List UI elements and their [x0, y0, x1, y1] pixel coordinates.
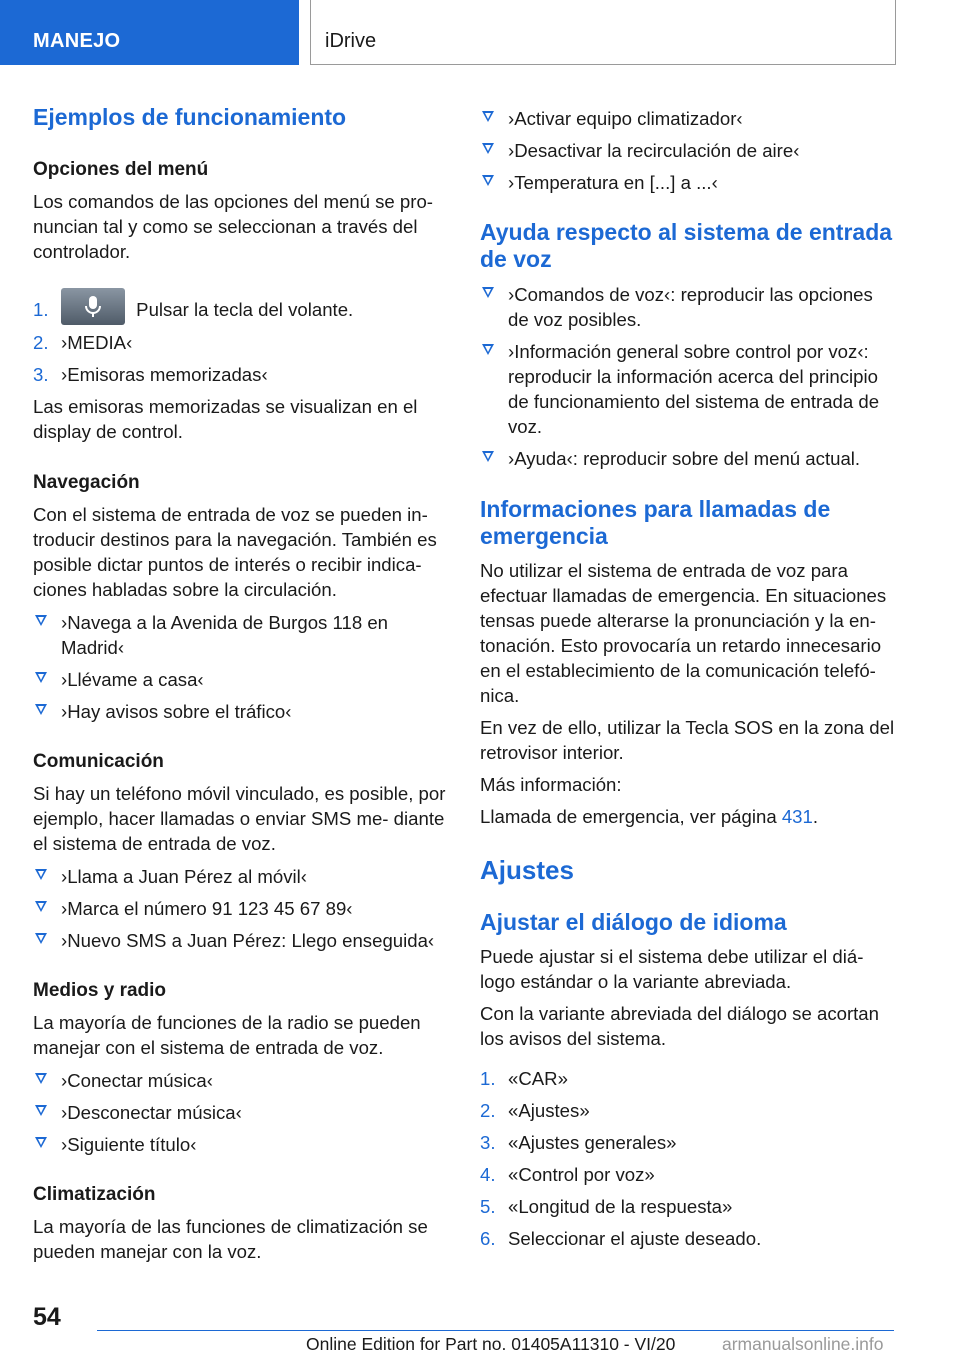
media-paragraph: La mayoría de funciones de la radio se pueden manejar con el sistema de entrada de voz. [33, 1012, 421, 1058]
more-info-label: Más información: [480, 774, 622, 795]
more-info-reference: Llamada de emergencia, ver página 431. [480, 806, 819, 827]
bullet-triangle-icon [35, 901, 47, 912]
list-item: ›Desactivar la recirculación de aire‹ [480, 138, 895, 163]
settings-title: Ajustes [480, 855, 574, 885]
header-section-tab [0, 0, 299, 65]
footer-edition: Online Edition for Part no. 01405A11310 - VI/20 [306, 1334, 676, 1354]
list-item: ›Ayuda‹: reproducir sobre del menú actual. [480, 446, 895, 471]
bullet-triangle-icon [35, 1137, 47, 1148]
microphone-icon [61, 288, 125, 325]
step-item: 6. Seleccionar el ajuste deseado. [480, 1228, 762, 1249]
bullet-triangle-icon [482, 111, 494, 122]
list-item: ›Llévame a casa‹ [33, 667, 448, 692]
bullet-triangle-icon [482, 287, 494, 298]
step-item: 3. «Ajustes generales» [480, 1132, 677, 1153]
list-item: ›Activar equipo climatizador‹ [480, 106, 895, 131]
bullet-triangle-icon [482, 175, 494, 186]
menu-note: Las emisoras memorizadas se visualizan en el display de control. [33, 396, 418, 442]
header-section-label: MANEJO [33, 30, 121, 52]
dialog-title: Ajustar el diálogo de idioma [480, 909, 787, 935]
step-text: ›MEDIA‹ [61, 332, 133, 353]
bullet-triangle-icon [35, 1073, 47, 1084]
list-item: ›Nuevo SMS a Juan Pérez: Llego enseguida‹ [33, 928, 448, 953]
dialog-paragraph-2: Con la variante abreviada del diálogo se acortan los avisos del sistema. [480, 1003, 879, 1049]
clim-paragraph: La mayoría de las funciones de climatización se pueden manejar con la voz. [33, 1216, 428, 1262]
list-item: ›Llama a Juan Pérez al móvil‹ [33, 864, 448, 889]
step-item: 4. «Control por voz» [480, 1164, 655, 1185]
nav-heading: Navegación [33, 472, 140, 493]
list-item: ›Temperatura en [...] a ...‹ [480, 170, 895, 195]
bullet-triangle-icon [482, 344, 494, 355]
list-item: ›Navega a la Avenida de Burgos 118 en Madrid‹ [33, 610, 448, 660]
list-item: ›Conectar música‹ [33, 1068, 448, 1093]
emergency-title: Informaciones para llamadas de emergencia [480, 496, 831, 549]
com-heading: Comunicación [33, 751, 164, 772]
help-title: Ayuda respecto al sistema de entrada de voz [480, 219, 893, 272]
step-item: 2. «Ajustes» [480, 1100, 590, 1121]
step-item: 1. «CAR» [480, 1068, 568, 1089]
list-item: ›Comandos de voz‹: reproducir las opciones de voz posibles. [480, 282, 895, 332]
menu-heading: Opciones del menú [33, 159, 209, 180]
bullet-triangle-icon [482, 451, 494, 462]
emergency-paragraph: No utilizar el sistema de entrada de voz para efectuar llamadas de emergencia. En situaciones tensas puede alterarse la pronunciación y la en- tonación. Esto provocaría un retardo innecesario en el establecimiento de la comunicación telefó- nica. [480, 560, 887, 706]
step-item [33, 330, 448, 355]
emergency-paragraph-2: En vez de ello, utilizar la Tecla SOS en la zona del retrovisor interior. [480, 717, 895, 763]
clim-heading: Climatización [33, 1184, 156, 1205]
step-item: 5. «Longitud de la respuesta» [480, 1196, 733, 1217]
page-number: 54 [33, 1303, 61, 1331]
list-item: ›Siguiente título‹ [33, 1132, 448, 1157]
bullet-triangle-icon [482, 143, 494, 154]
nav-paragraph: Con el sistema de entrada de voz se pueden in- troducir destinos para la navegación. También es posible dictar puntos de interés o recibir indica- ciones habladas sobre la circulación. [33, 504, 437, 600]
bullet-triangle-icon [35, 933, 47, 944]
bullet-triangle-icon [35, 1105, 47, 1116]
footer-divider [97, 1330, 894, 1331]
step-item [33, 362, 448, 387]
watermark: armanualsonline.info [722, 1334, 884, 1354]
com-paragraph: Si hay un teléfono móvil vinculado, es posible, por ejemplo, hacer llamadas o enviar SMS me- diante el sistema de entrada de voz. [33, 783, 446, 854]
menu-paragraph: Los comandos de las opciones del menú se pro- nuncian tal y como se seleccionan a través del controlador. [33, 191, 434, 262]
section-title: Ejemplos de funcionamiento [33, 104, 347, 130]
bullet-triangle-icon [35, 704, 47, 715]
step-number: 2. [33, 332, 49, 353]
page-link[interactable]: 431 [781, 806, 813, 827]
bullet-triangle-icon [35, 672, 47, 683]
header-chapter-label: iDrive [325, 30, 377, 52]
list-item: ›Desconectar música‹ [33, 1100, 448, 1125]
step-item [33, 297, 448, 325]
list-item: ›Información general sobre control por voz‹: reproducir la información acerca del principio de funcionamiento del sistema de entrada de voz. [480, 339, 895, 439]
list-item: ›Hay avisos sobre el tráfico‹ [33, 699, 448, 724]
step-text: ›Emisoras memorizadas‹ [61, 364, 268, 385]
step-number: 3. [33, 364, 49, 385]
bullet-triangle-icon [35, 869, 47, 880]
list-item: ›Marca el número 91 123 45 67 89‹ [33, 896, 448, 921]
step-number: 1. [33, 299, 49, 320]
step-text: Pulsar la tecla del volante. [136, 299, 354, 320]
bullet-triangle-icon [35, 615, 47, 626]
media-heading: Medios y radio [33, 980, 167, 1001]
header-chapter-box [310, 0, 896, 65]
dialog-paragraph: Puede ajustar si el sistema debe utilizar el diá- logo estándar o la variante abreviada. [480, 946, 864, 992]
